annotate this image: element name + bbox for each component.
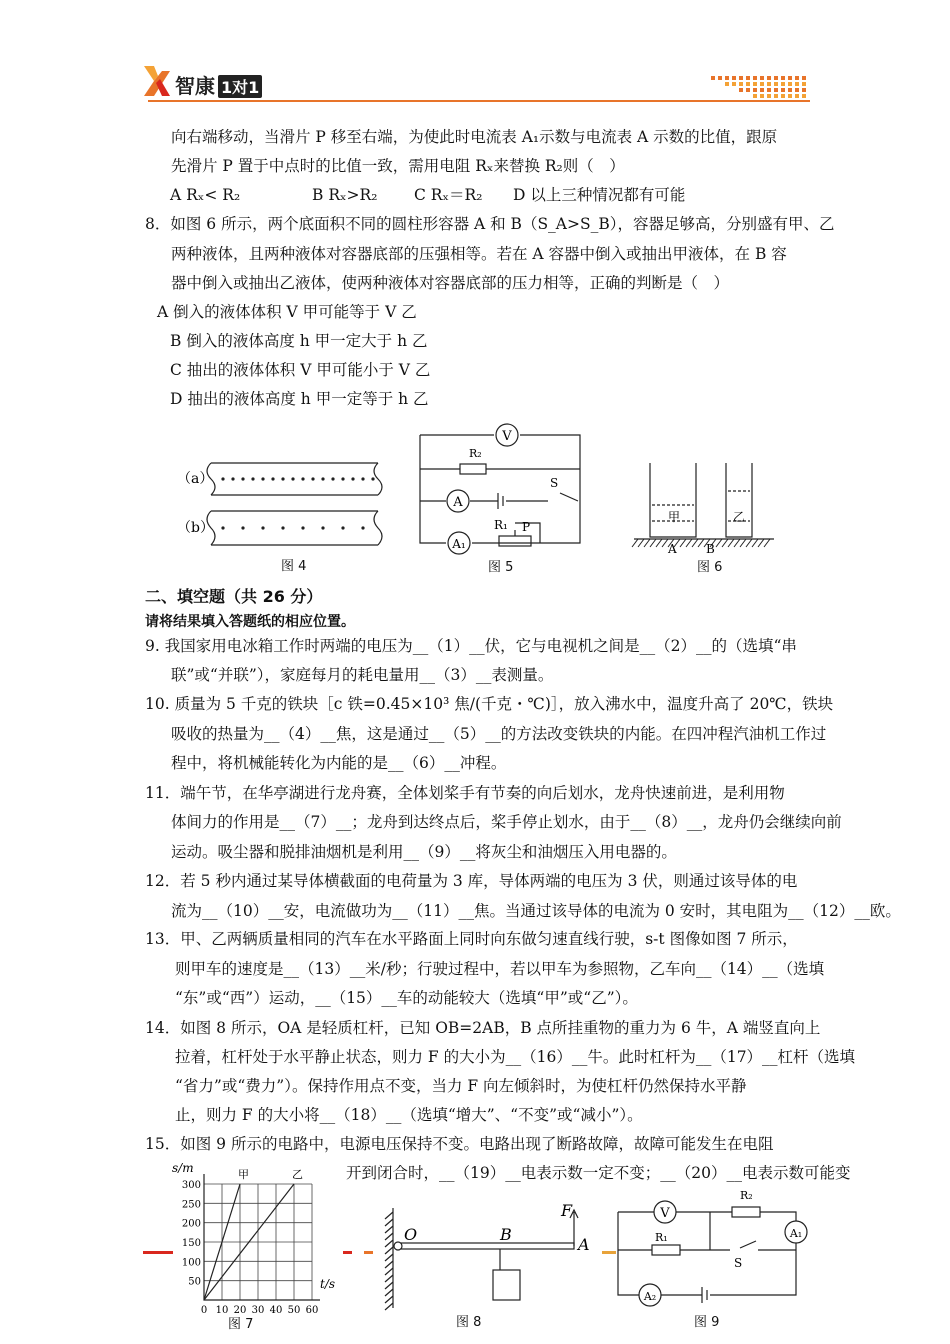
q10-line1: 10. 质量为 5 千克的铁块［c 铁=0.45×10³ 焦/(千克・℃)］，放入沸水中，温度升高了 20℃，铁块 — [145, 695, 834, 713]
fig7-ytick: 300 — [181, 1180, 201, 1191]
q13-line3: “东”或“西”）运动，__（15）__车的动能较大（选填“甲”或“乙”）。 — [175, 989, 638, 1007]
figure-4-diffusion — [175, 455, 385, 555]
fig7-ytick: 200 — [181, 1218, 201, 1230]
q15-line1: 15．如图 9 所示的电路中，电源电压保持不变。电路出现了断路故障，故障可能发生在电阻 — [145, 1135, 774, 1153]
q14-line3: “省力”或“费力”）。保持作用点不变，当力 F 向左倾斜时，为使杠杆仍然保持水平静 — [175, 1077, 747, 1095]
q13-line2: 则甲车的速度是__（13）__米/秒；行驶过程中，若以甲车为参照物，乙车向__（14）__（选填 — [175, 960, 825, 978]
fig7-xtick: 10 — [215, 1305, 229, 1316]
q7-option-b: B Rₓ>R₂ — [312, 186, 378, 204]
section-title: 二、填空题（共 26 分） — [145, 587, 323, 606]
svg-text:V: V — [502, 429, 512, 444]
q7-option-d: D 以上三种情况都有可能 — [513, 186, 686, 204]
fig5-r2-label: R₂ — [469, 447, 482, 460]
q7-option-c: C Rₓ＝R₂ — [414, 186, 483, 204]
figure-6-containers — [630, 455, 778, 555]
fig7-xtick: 30 — [251, 1305, 265, 1316]
q8-line1: 8．如图 6 所示，两个底面积不同的圆柱形容器 A 和 B（S_A>S_B），容器足够高，分别盛有甲、乙 — [145, 215, 835, 233]
fig7-series-jia-label: 甲 — [238, 1168, 249, 1181]
fig4-caption: 图 4 — [281, 559, 307, 574]
fig7-caption: 图 7 — [228, 1317, 254, 1332]
q14-line1: 14．如图 8 所示，OA 是轻质杠杆，已知 OB=2AB，B 点所挂重物的重力为 6 牛，A 端竖直向上 — [145, 1019, 821, 1037]
fig6-a-label: A — [668, 542, 677, 556]
fig8-a-label: A — [578, 1235, 590, 1254]
q7-option-a: A Rₓ< R₂ — [170, 186, 241, 204]
q8-option-b: B 倒入的液体高度 h 甲一定大于 h 乙 — [170, 332, 428, 350]
fig9-switch-label: S — [734, 1256, 743, 1270]
fig9-r1-label: R₁ — [655, 1231, 668, 1244]
fig7-xtick: 20 — [233, 1305, 247, 1316]
fig7-xtick: 50 — [287, 1305, 301, 1316]
margin-marker-orange — [364, 1251, 373, 1254]
fig8-b-label: B — [500, 1225, 512, 1244]
fig7-xlabel: t/s — [320, 1277, 336, 1291]
fig7-xtick: 60 — [305, 1305, 319, 1316]
fig5-p-label: P — [522, 520, 531, 534]
q8-line3: 器中倒入或抽出乙液体，使两种液体对容器底部的压力相等，正确的判断是（ ） — [171, 274, 730, 292]
fig5-switch-label: S — [550, 476, 559, 490]
fig6-b-label: B — [706, 542, 715, 556]
fig8-caption: 图 8 — [456, 1315, 482, 1330]
q14-line4: 止，则力 F 的大小将__（18）__（选填“增大”、“不变”或“减小”）。 — [175, 1106, 643, 1124]
brand-box: 1对1 — [218, 75, 262, 98]
fig4-label-a: （a） — [177, 471, 214, 487]
fig7-series-yi-label: 乙 — [292, 1168, 303, 1181]
q15-line2: 开到闭合时，__（19）__电表示数一定不变；__（20）__电表示数可能变 — [346, 1164, 851, 1182]
svg-text:V: V — [660, 1206, 670, 1221]
fig4-label-b: （b） — [177, 520, 214, 536]
q7-line2: 先滑片 P 置于中点时的比值一致，需用电阻 Rₓ来替换 R₂则（ ） — [171, 157, 625, 175]
fig6-yi-label: 乙 — [733, 510, 746, 524]
q10-line2: 吸收的热量为__（4）__焦，这是通过__（5）__的方法改变铁块的内能。在四冲程汽油机工作过 — [171, 725, 827, 743]
fig7-ytick: 250 — [181, 1199, 201, 1211]
q8-option-c: C 抽出的液体体积 V 甲可能小于 V 乙 — [170, 361, 431, 379]
q13-line1: 13．甲、乙两辆质量相同的汽车在水平路面上同时向东做匀速直线行驶，s-t 图像如图 7 所示， — [145, 930, 798, 948]
svg-text:A₂: A₂ — [643, 1290, 657, 1303]
q9-line1: 9. 我国家用电冰箱工作时两端的电压为__（1）__伏，它与电视机之间是__（2）__的（选填“串 — [145, 637, 797, 655]
q12-line2: 流为__（10）__安，电流做功为__（11）__焦。当通过该导体的电流为 0 安时，其电阻为__（12）__欧。 — [171, 902, 901, 920]
figure-7-st-graph — [168, 1160, 340, 1316]
q10-line3: 程中，将机械能转化为内能的是__（6）__冲程。 — [171, 754, 507, 772]
figure-9-circuit — [610, 1185, 810, 1310]
q11-line3: 运动。吸尘器和脱排油烟机是利用__（9）__将灰尘和油烟压入用电器的。 — [171, 843, 677, 861]
fig7-ylabel: s/m — [172, 1161, 194, 1175]
figure-5-circuit — [410, 425, 590, 555]
fig8-o-label: O — [404, 1225, 418, 1244]
fig7-ytick: 50 — [188, 1276, 201, 1288]
q14-line2: 拉着，杠杆处于水平静止状态，则力 F 的大小为__（16）__牛。此时杠杆为__（17）__杠杆（选填 — [175, 1048, 856, 1066]
fig7-xtick: 40 — [269, 1305, 283, 1316]
fig8-f-label: F — [561, 1201, 573, 1220]
q8-option-a: A 倒入的液体体积 V 甲可能等于 V 乙 — [157, 303, 417, 321]
header-dots-decoration — [711, 76, 809, 100]
fig9-r2-label: R₂ — [740, 1189, 753, 1202]
fig5-r1-label: R₁ — [494, 518, 508, 532]
q7-line1: 向右端移动，当滑片 P 移至右端，为使此时电流表 A₁示数与电流表 A 示数的比值，跟原 — [171, 128, 778, 146]
fig6-jia-label: 甲 — [668, 510, 681, 524]
brand-logo-icon — [144, 66, 170, 96]
header-rule — [148, 100, 810, 102]
q12-line1: 12．若 5 秒内通过某导体横截面的电荷量为 3 库，导体两端的电压为 3 伏，则通过该导体的电 — [145, 872, 798, 890]
fig7-ytick: 100 — [181, 1257, 201, 1269]
svg-text:A: A — [453, 495, 463, 510]
margin-marker-red-2 — [343, 1251, 352, 1254]
q8-option-d: D 抽出的液体高度 h 甲一定等于 h 乙 — [170, 390, 429, 408]
q8-line2: 两种液体，且两种液体对容器底部的压强相等。若在 A 容器中倒入或抽出甲液体，在 B 容 — [171, 245, 787, 263]
fig7-xtick: 0 — [200, 1305, 208, 1316]
fig5-caption: 图 5 — [488, 560, 514, 575]
fig6-caption: 图 6 — [697, 560, 723, 575]
figure-8-lever — [378, 1200, 603, 1312]
fig7-axes — [204, 1174, 320, 1300]
q11-line1: 11．端午节，在华亭湖进行龙舟赛，全体划桨手有节奏的向后划水，龙舟快速前进，是利用物 — [145, 784, 785, 802]
fig9-caption: 图 9 — [694, 1315, 720, 1330]
brand-name: 智康 1对1 — [175, 70, 262, 99]
q9-line2: 联”或“并联”），家庭每月的耗电量用__（3）__表测量。 — [171, 666, 554, 684]
q11-line2: 体间力的作用是__（7）__；龙舟到达终点后，桨手停止划水，由于__（8）__，龙舟仍会继续向前 — [171, 813, 842, 831]
fig7-ytick: 150 — [181, 1238, 201, 1249]
svg-text:A₁: A₁ — [452, 537, 466, 551]
section-note: 请将结果填入答题纸的相应位置。 — [145, 614, 355, 630]
svg-text:A₁: A₁ — [789, 1227, 803, 1240]
